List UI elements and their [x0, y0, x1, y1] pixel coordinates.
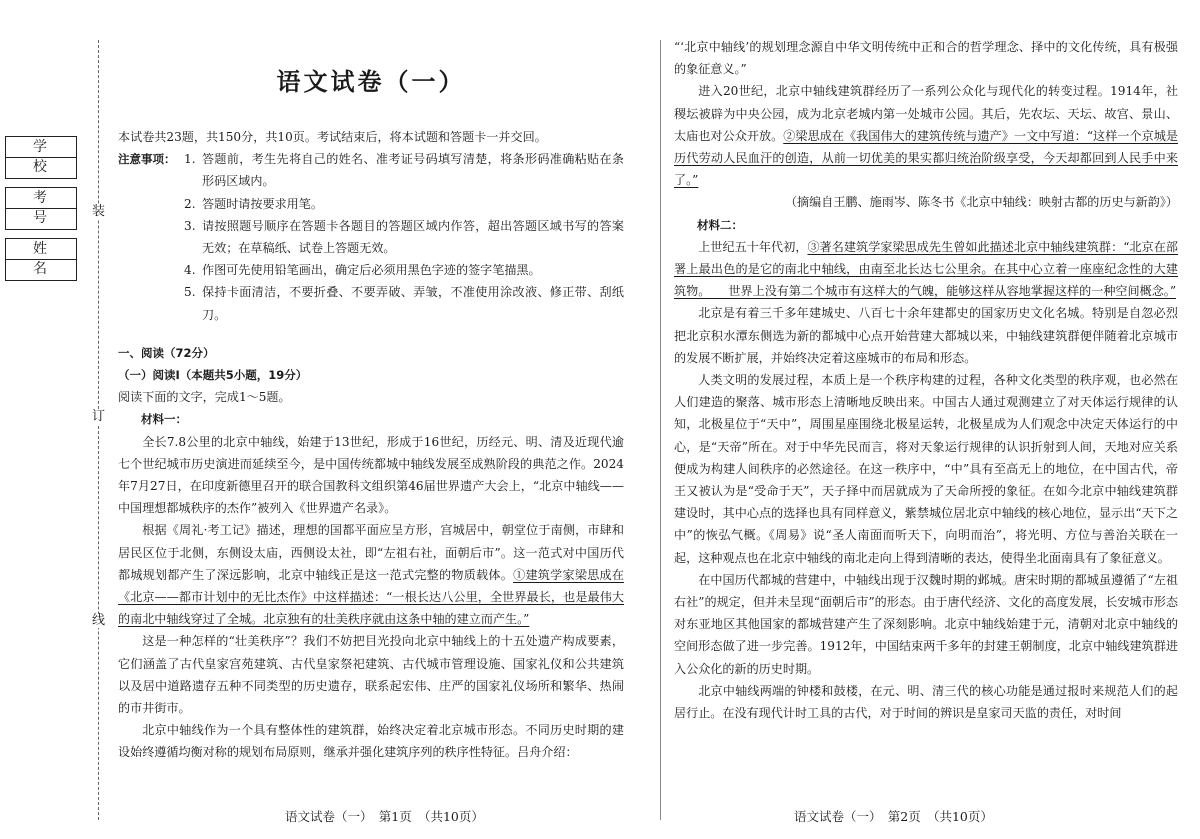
paragraph-text: 进入20世纪，北京中轴线建筑群经历了一系列公众化与现代化的转变过程。1914年，社稷坛被辟为中央公园，成为北京老城内第一处城市公园。其后，先农坛、天坛、故宫、景山、太庙也对公众开放。 — [674, 84, 1178, 143]
page-1-content — [118, 62, 624, 764]
subsection-heading: （一）阅读Ⅰ（本题共5小题，19分） — [118, 368, 308, 383]
page-title: 语文试卷（一） — [276, 68, 466, 96]
name-field[interactable] — [5, 238, 89, 281]
paragraph: 全长7.8公里的北京中轴线，始建于13世纪，形成于16世纪，历经元、明、清及近现代逾七个世纪城市历史演进而延续至今，是中国传统都城中轴线发展至成熟阶段的典范之作。2024年7月27日，在印度新德里召开的联合国教科文组织第46届世界遗产大会上，“北京中轴线——中国理想都城秩序的杰作”被列入《世界遗产名录》。 — [118, 434, 624, 516]
paragraph: 北京中轴线作为一个具有整体性的建筑群，始终决定着北京城市形态。不同历史时期的建设始终遵循均衡对称的规划布局原则，继承并强化建筑序列的秩序性特征。吕舟介绍： — [118, 723, 624, 760]
material-1-label: 材料一： — [141, 412, 187, 427]
note-item — [184, 259, 624, 281]
paragraph: 北京是有着三千多年建城史、八百七十余年建都史的国家历史文化名城。特别是自忽必烈把北京积水潭东侧选为新的都城中心点开始营建大都城以来，中轴线建筑群便伴随着北京城市的发展不断扩展，并始终决定着这座城市的布局和形态。 — [674, 306, 1178, 365]
source-citation: （摘编自王鹏、施雨岑、陈冬书《北京中轴线：映射古都的历史与新韵》） — [784, 195, 1178, 210]
underlined-quote-3: ③著名建筑学家梁思成先生曾如此描述北京中轴线建筑群：“北京在部署上最出色的是它的南北中轴线，由南至北长达七公里余。在其中心立着一座座纪念性的大建筑物。 世界上没有第二个城市有这样大的气魄，能够这样从容地掌握这样的一种空间概念。” — [674, 239, 1178, 299]
note-number: 1. — [184, 152, 196, 167]
paragraph — [674, 80, 1178, 191]
note-item — [184, 215, 624, 259]
note-number: 5. — [184, 285, 196, 300]
section-heading: 一、阅读（72分） — [118, 345, 215, 360]
school-field[interactable] — [5, 136, 89, 179]
note-text: 保持卡面清洁，不要折叠、不要弄破、弄皱，不准使用涂改液、修正带、刮纸刀。 — [202, 285, 624, 322]
note-number: 2. — [184, 196, 196, 211]
note-text: 请按照题号顺序在答题卡各题目的答题区域内作答，超出答题区域书写的答案无效；在草稿纸、试卷上答题无效。 — [202, 218, 624, 256]
material-2-label: 材料二： — [697, 217, 743, 232]
paragraph-text: 根据《周礼·考工记》描述，理想的国都平面应呈方形，宫城居中，朝堂位于南侧，市肆和居民区位于北侧，东侧设太庙，西侧设太社，即“左祖右社，面朝后市”。这一范式对中国历代都城规划都产生了深远影响，北京中轴线正是这一范式完整的物质载体。 — [118, 523, 624, 582]
paragraph: 北京中轴线两端的钟楼和鼓楼，在元、明、清三代的核心功能是通过报时来规范人们的起居行止。在没有现代计时工具的古代，对于时间的辨识是皇家司天监的责任，对时间 — [674, 683, 1178, 721]
note-number: 4. — [184, 263, 196, 278]
binding-char-xian: 线 — [92, 613, 106, 628]
exam-intro: 本试卷共23题，共150分，共10页。考试结束后，将本试题和答题卡一并交回。 — [118, 130, 547, 144]
paragraph — [674, 236, 1178, 303]
page-divider — [660, 40, 661, 820]
note-text: 答题时请按要求用笔。 — [202, 196, 323, 211]
paragraph: 在中国历代都城的营建中，中轴线出现于汉魏时期的邺城。唐宋时期的都城虽遵循了“左祖右社”的规定，但并未呈现“面朝后市”的形态。由于唐代经济、文化的高度发展，长安城市形态对东亚地区其他国家的都城营建产生了深刻影响。北京中轴线始建于元，清朝对北京中轴线的空间形态做了进一步完善。1912年，中国结束两千多年的封建王朝制度，北京中轴线建筑群进入公众化的新的历史时期。 — [674, 572, 1178, 676]
notes-block — [118, 148, 624, 326]
paragraph: 这是一种怎样的“壮美秩序”？我们不妨把目光投向北京中轴线上的十五处遗产构成要素，它们涵盖了古代皇家宫苑建筑、古代皇家祭祀建筑、古代城市管理设施、国家礼仪和公共建筑以及居中道路遗存五种不同类型的历史遗存，联系起宏伟、庄严的国家礼仪场所和繁华、热闹的市井街市。 — [118, 634, 624, 716]
binding-line — [98, 40, 99, 820]
page-2-content — [674, 36, 1178, 724]
paragraph-text: 上世纪五十年代初， — [698, 239, 808, 254]
exam-number-label: 考 号 — [6, 188, 76, 209]
note-item — [184, 193, 624, 215]
name-label: 姓 名 — [6, 239, 76, 260]
paragraph: “‘北京中轴线’的规划理念源自中华文明传统中正和合的哲学理念、择中的文化传统，具有极强的象征意义。” — [674, 40, 1178, 77]
underlined-quote-1: ①建筑学家梁思成在《北京——都市计划中的无比杰作》中这样描述：“一根长达八公里，全世界最长，也是最伟大的南北中轴线穿过了全城。北京独有的壮美秩序就由这条中轴的建立而产生。” — [118, 567, 624, 627]
exam-page-2 — [660, 0, 1200, 839]
note-text: 作图可先使用铅笔画出，确定后必须用黑色字迹的签字笔描黑。 — [202, 263, 541, 278]
school-label: 学 校 — [6, 137, 76, 158]
note-item — [184, 148, 624, 192]
page-2-footer: 语文试卷（一） 第2页 （共10页） — [794, 809, 993, 824]
exam-number-field[interactable] — [5, 187, 89, 230]
page-1-footer: 语文试卷（一） 第1页 （共10页） — [285, 809, 484, 824]
paragraph — [118, 519, 624, 630]
paragraph: 人类文明的发展过程，本质上是一个秩序构建的过程，各种文化类型的秩序观，也必然在人们建造的聚落、城市形态上清晰地反映出来。中国古人通过观测建立了对天体运行规律的认知，北极星位于“天中”，周围星座围绕北极星运转，北极星成为人们观念中决定天体运行的中心，是“天帝”所在。对于中华先民而言，将对天象运行规律的认识折射到人间，天地对应关系便成为构建人间秩序的必然途径。在这一秩序中，“中”具有至高无上的地位，在中国古代，帝王又被认为是“受命于天”，天子择中而居就成为了天命所授的象征。在如今北京中轴线建筑群建设时，其中心点的选择也具有同样意义，紫禁城位居北京中轴线的核心地位，显示出“天下之中”的恢弘气概。《周易》说“圣人南面而听天下，向明而治”，将光明、方位与善治关联在一起，这种观点也在北京中轴线的南北走向上得到清晰的表达，使得坐北面南具有了象征意义。 — [674, 373, 1178, 565]
binding-char-ding: 订 — [92, 409, 106, 424]
notes-heading: 注意事项： — [118, 152, 176, 167]
underlined-quote-2: ②梁思成在《我国伟大的建筑传统与遗产》一文中写道：“这样一个京城是历代劳动人民血汗的创造，从前一切优美的果实都归统治阶级享受，今天却都回到人民手中来了。” — [674, 128, 1178, 188]
note-item — [184, 281, 624, 325]
note-text: 答题前，考生先将自己的姓名、准考证号码填写清楚，将条形码准确粘贴在条形码区域内。 — [202, 152, 624, 189]
notes-list — [184, 148, 624, 326]
note-number: 3. — [184, 218, 196, 233]
binding-char-zhuang: 装 — [92, 204, 106, 219]
reading-instruction: 阅读下面的文字，完成1～5题。 — [118, 390, 291, 405]
